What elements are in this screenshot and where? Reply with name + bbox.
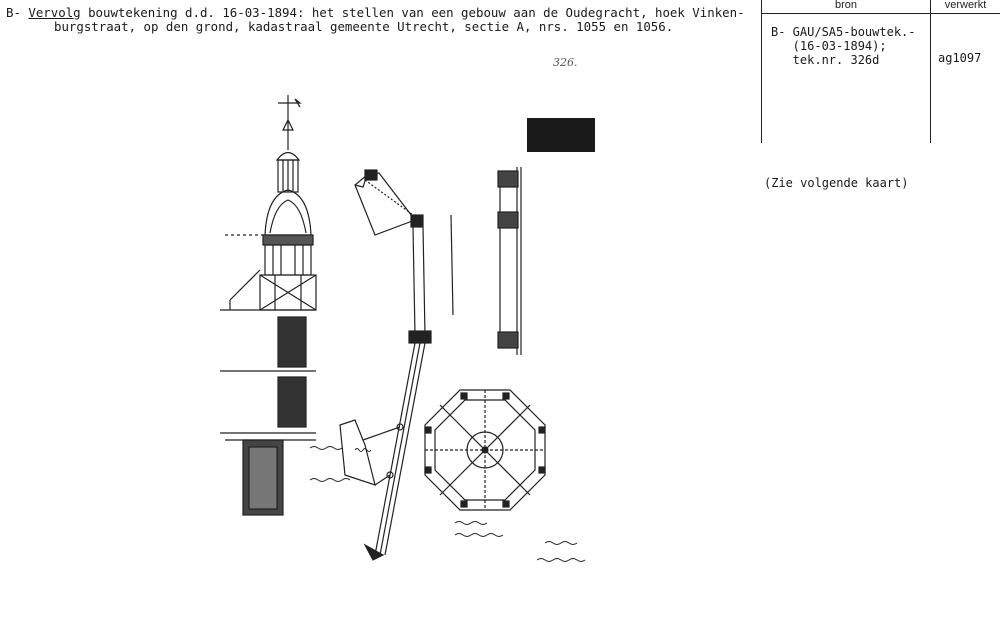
- description-line-2: burgstraat, op den grond, kadastraal gemeente Utrecht, sectie A, nrs. 1055 en 1056.: [54, 19, 674, 34]
- bron-line: B- GAU/SA5-bouwtek.-: [771, 25, 916, 39]
- bron-line: tek.nr. 326d: [771, 53, 880, 67]
- bron-cell: [771, 25, 916, 67]
- verwerkt-header: verwerkt: [944, 0, 987, 11]
- description-prefix: B-: [6, 5, 21, 20]
- vervolg-link[interactable]: Vervolg: [28, 5, 81, 20]
- table-left-border: [761, 0, 762, 143]
- description-line-1-text: bouwtekening d.d. 16-03-1894: het stellen van een gebouw aan de Oudegracht, hoek Vinken-: [80, 5, 745, 20]
- drawing-ref-mark: 326.: [553, 56, 578, 69]
- description-line-1: [6, 6, 745, 20]
- table-column-divider: [930, 0, 931, 143]
- architectural-drawing: [215, 55, 615, 585]
- bron-header: bron: [834, 0, 858, 11]
- bron-line: (16-03-1894);: [771, 39, 887, 53]
- see-next-card-note: (Zie volgende kaart): [764, 176, 909, 190]
- table-header-divider: [761, 13, 1000, 14]
- verwerkt-cell: ag1097: [938, 51, 982, 65]
